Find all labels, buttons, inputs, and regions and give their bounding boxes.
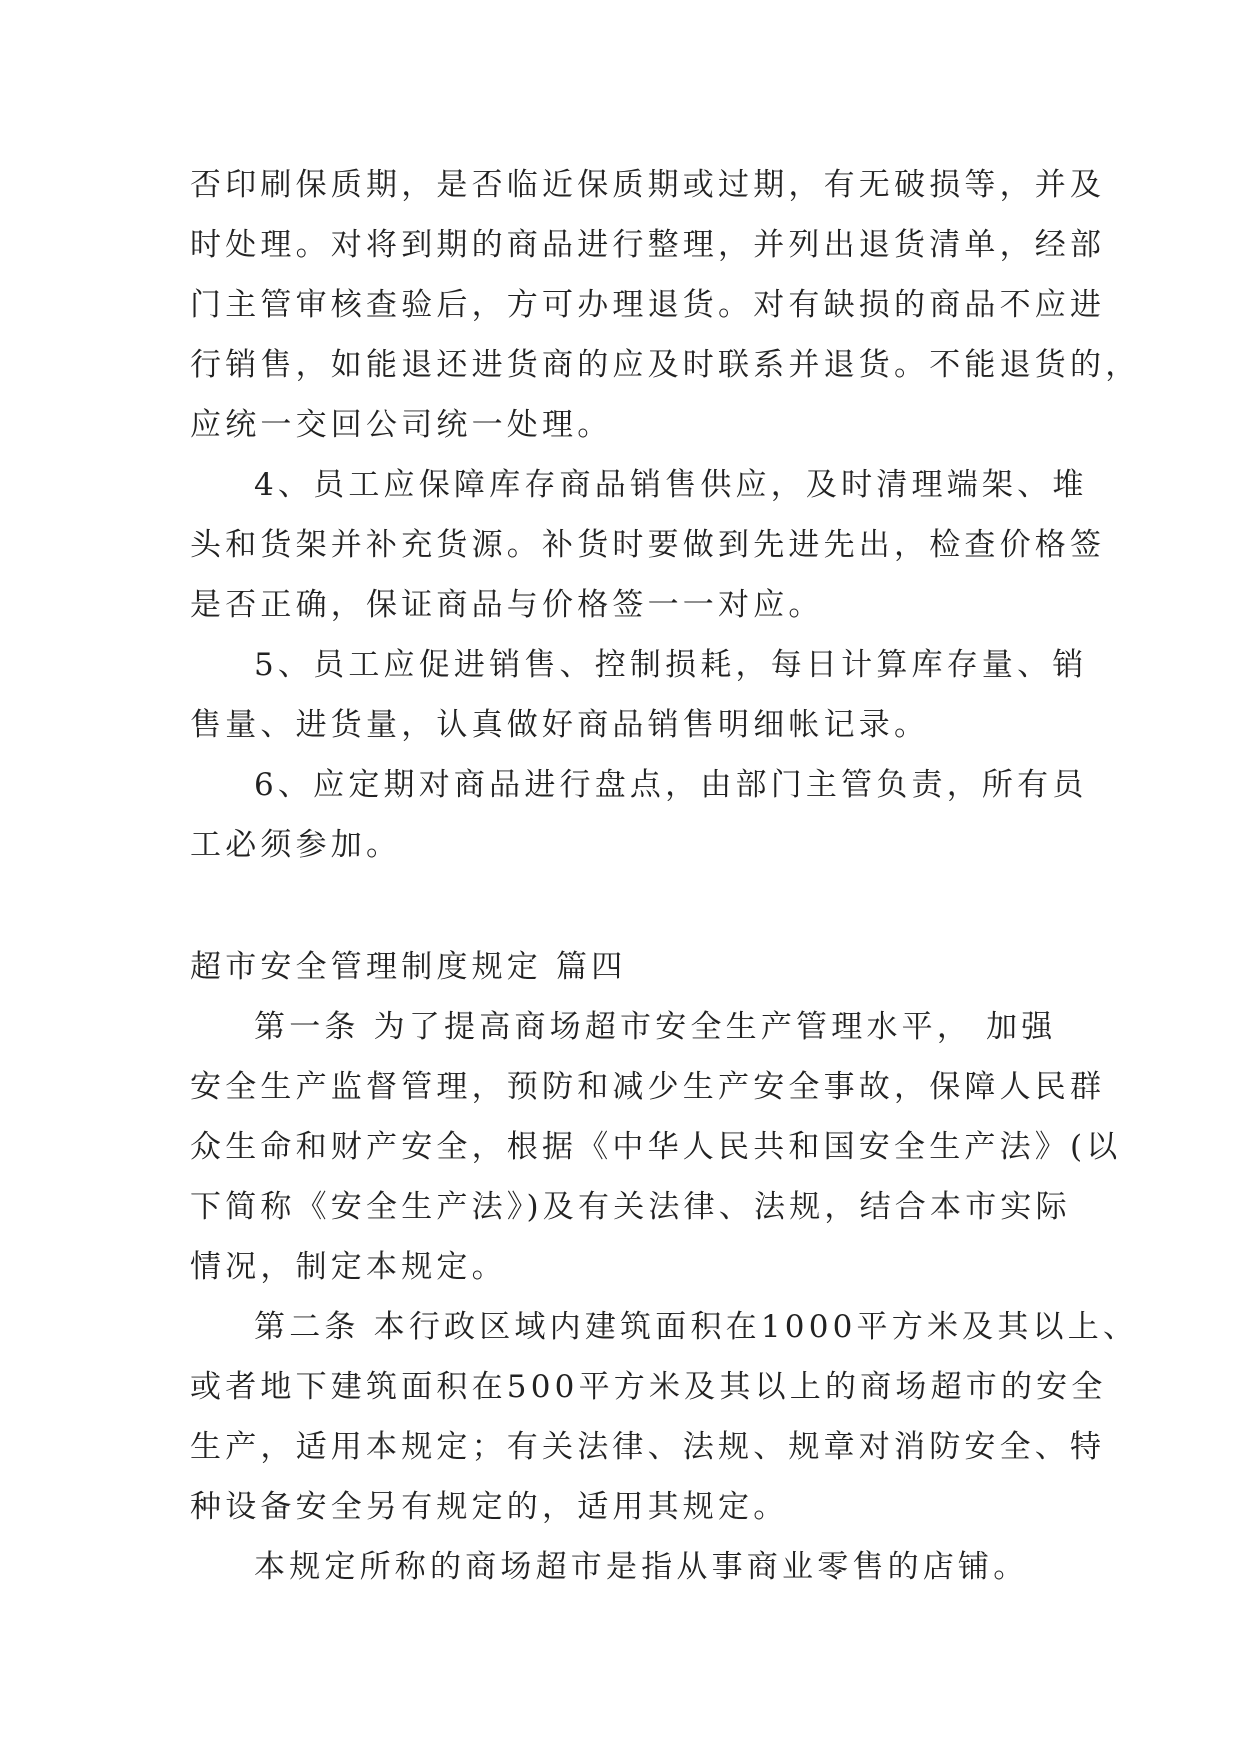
text-line: 6、应定期对商品进行盘点，由部门主管负责，所有员 bbox=[254, 767, 1088, 803]
text-line: 下简称《安全生产法》)及有关法律、法规，结合本市实际 bbox=[190, 1189, 1071, 1225]
paragraph-item-5 bbox=[190, 635, 1088, 755]
text-line: 售量、进货量，认真做好商品销售明细帐记录。 bbox=[190, 707, 930, 743]
text-line: 时处理。对将到期的商品进行整理，并列出退货清单，经部 bbox=[190, 227, 1106, 263]
paragraph-item-6 bbox=[190, 755, 1088, 875]
text-line: 本规定所称的商场超市是指从事商业零售的店铺。 bbox=[254, 1549, 1029, 1585]
text-line: 生产，适用本规定；有关法律、法规、规章对消防安全、特 bbox=[190, 1429, 1106, 1465]
text-line: 情况，制定本规定。 bbox=[190, 1249, 507, 1285]
section-heading: 超市安全管理制度规定 篇四 bbox=[190, 949, 627, 985]
paragraph-article-2 bbox=[190, 1297, 1139, 1537]
text-line: 门主管审核查验后，方可办理退货。对有缺损的商品不应进 bbox=[190, 287, 1106, 323]
text-line: 是否正确，保证商品与价格签一一对应。 bbox=[190, 587, 824, 623]
text-line: 4、员工应保障库存商品销售供应，及时清理端架、堆 bbox=[254, 467, 1088, 503]
text-line: 5、员工应促进销售、控制损耗，每日计算库存量、销 bbox=[254, 647, 1088, 683]
text-line: 应统一交回公司统一处理。 bbox=[190, 407, 613, 443]
text-line: 众生命和财产安全，根据《中华人民共和国安全生产法》(以 bbox=[190, 1129, 1122, 1165]
text-line: 行销售，如能退还进货商的应及时联系并退货。不能退货的， bbox=[190, 347, 1141, 383]
paragraph-article-1 bbox=[190, 997, 1122, 1297]
text-line: 第二条 本行政区域内建筑面积在1000平方米及其以上、 bbox=[254, 1309, 1139, 1345]
text-line: 头和货架并补充货源。补货时要做到先进先出，检查价格签 bbox=[190, 527, 1106, 563]
paragraph-item-4 bbox=[190, 455, 1106, 635]
text-line: 种设备安全另有规定的，适用其规定。 bbox=[190, 1489, 789, 1525]
paragraph-continuation bbox=[190, 155, 1141, 455]
text-line: 第一条 为了提高商场超市安全生产管理水平， 加强 bbox=[254, 1009, 1057, 1045]
text-line: 否印刷保质期，是否临近保质期或过期，有无破损等，并及 bbox=[190, 167, 1106, 203]
text-line: 工必须参加。 bbox=[190, 827, 402, 863]
text-line: 或者地下建筑面积在500平方米及其以上的商场超市的安全 bbox=[190, 1369, 1107, 1405]
document-page bbox=[190, 155, 1141, 1597]
section-gap bbox=[190, 875, 1060, 937]
paragraph-definition bbox=[190, 1537, 1060, 1597]
text-line: 安全生产监督管理，预防和减少生产安全事故，保障人民群 bbox=[190, 1069, 1106, 1105]
